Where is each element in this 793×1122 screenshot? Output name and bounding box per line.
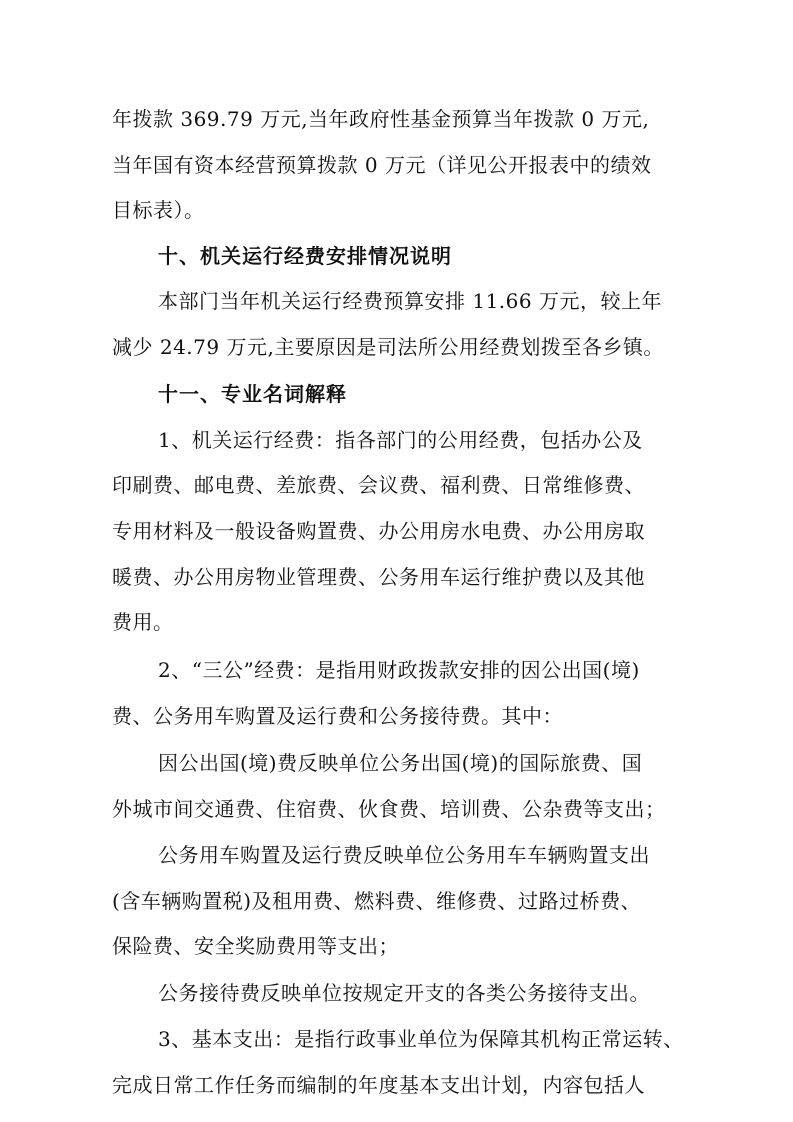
- text-line-3: 目标表）。: [112, 198, 205, 222]
- text-line-13: 2、“三公”经费：是指用财政拨款安排的因公出国(境): [158, 658, 640, 682]
- text-line-9: 印刷费、邮电费、差旅费、会议费、福利费、日常维修费、: [112, 473, 645, 497]
- text-line-12: 费用。: [112, 610, 174, 634]
- text-line-22: 完成日常工作任务而编制的年度基本支出计划，内容包括人: [112, 1073, 645, 1097]
- section-heading-10: 十、机关运行经费安排情况说明: [158, 244, 452, 268]
- text-line-17: 公务用车购置及运行费反映单位公务用车车辆购置支出: [158, 843, 650, 867]
- text-line-18: (含车辆购置税)及租用费、燃料费、维修费、过路过桥费、: [112, 889, 642, 913]
- text-line-19: 保险费、安全奖励费用等支出；: [112, 934, 399, 958]
- text-line-5: 本部门当年机关运行经费预算安排 11.66 万元，较上年: [158, 289, 662, 313]
- text-line-8: 1、机关运行经费：指各部门的公用经费，包括办公及: [158, 428, 643, 452]
- text-line-11: 暖费、办公用房物业管理费、公务用车运行维护费以及其他: [112, 565, 645, 589]
- text-line-20: 公务接待费反映单位按规定开支的各类公务接待支出。: [158, 981, 650, 1005]
- text-line-1: 年拨款 369.79 万元,当年政府性基金预算当年拨款 0 万元,: [112, 107, 650, 131]
- text-line-2: 当年国有资本经营预算拨款 0 万元（详见公开报表中的绩效: [112, 153, 652, 177]
- text-line-16: 外城市间交通费、住宿费、伙食费、培训费、公杂费等支出；: [112, 797, 666, 821]
- text-line-15: 因公出国(境)费反映单位公务出国(境)的国际旅费、国: [158, 751, 643, 775]
- text-line-21: 3、基本支出：是指行政事业单位为保障其机构正常运转、: [158, 1027, 684, 1051]
- text-line-14: 费、公务用车购置及运行费和公务接待费。其中：: [112, 704, 563, 728]
- section-heading-11: 十一、专业名词解释: [158, 382, 347, 406]
- text-line-6: 减少 24.79 万元,主要原因是司法所公用经费划拨至各乡镇。: [112, 335, 664, 359]
- text-line-10: 专用材料及一般设备购置费、办公用房水电费、办公用房取: [112, 519, 645, 543]
